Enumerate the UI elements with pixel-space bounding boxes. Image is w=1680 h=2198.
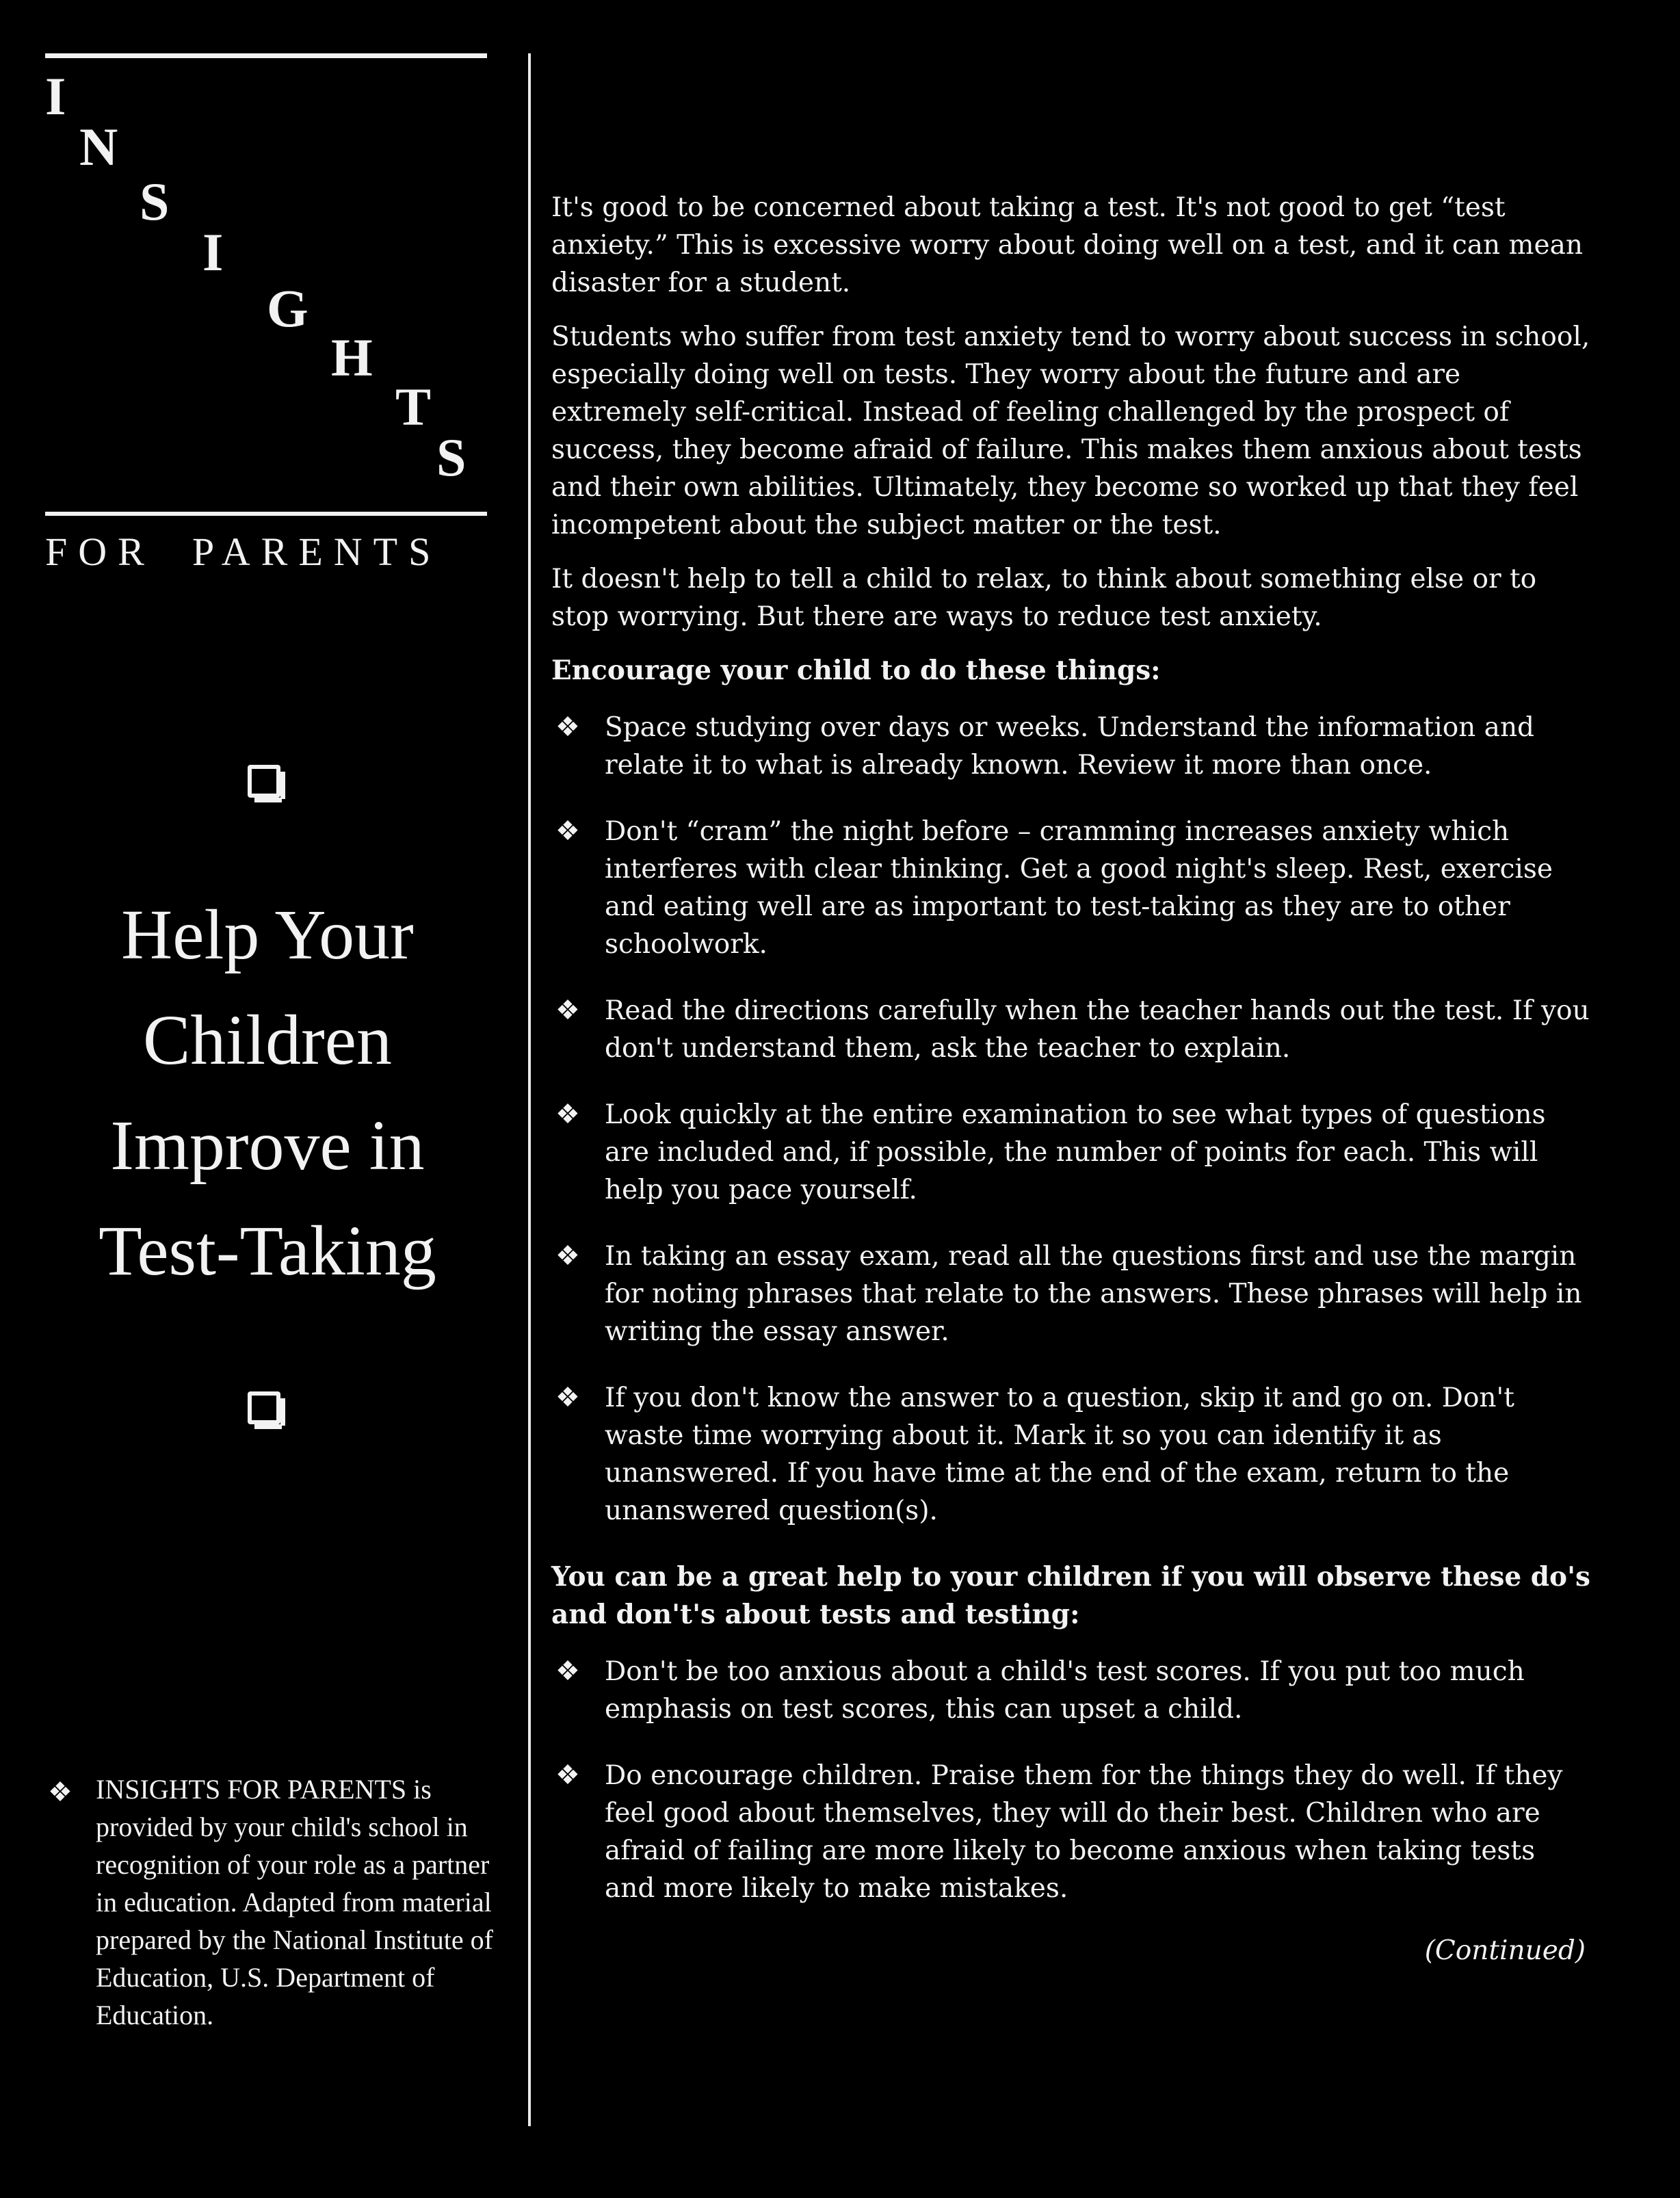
diamond-bullet-icon: ❖ — [555, 711, 580, 743]
section-heading: You can be a great help to your children if you will observe these do's and don't's about tests and testing: — [551, 1561, 1590, 1630]
masthead-letter: I — [45, 66, 66, 126]
checkbox-ornament-icon — [248, 1391, 280, 1424]
list-item — [551, 1379, 1591, 1530]
continued-note: (Continued) — [1424, 1935, 1586, 1966]
list-item-text: Do encourage children. Praise them for the things they do well. If they feel good about themselves, they will do their best. Children who are afraid of failing are more likely to become anxious when taking tests and more likely to make mistakes. — [605, 1760, 1563, 1904]
diamond-bullet-icon: ❖ — [48, 1777, 73, 1807]
article — [551, 189, 1591, 1970]
masthead-subtitle-for: FOR — [45, 529, 155, 574]
page-title-line: Help Your — [121, 895, 414, 974]
masthead-letter: T — [395, 377, 432, 436]
list-item-text: Space studying over days or weeks. Understand the information and relate it to what is already known. Review it more than once. — [605, 712, 1535, 781]
masthead-bottom-rule — [45, 512, 487, 516]
diamond-bullet-icon: ❖ — [555, 1099, 580, 1130]
list-item-text: Look quickly at the entire examination to see what types of questions are included and, if possible, the number of points for each. This will help you pace yourself. — [605, 1099, 1546, 1205]
masthead-letter: H — [331, 328, 373, 387]
list-item-text: Don't “cram” the night before – cramming increases anxiety which interferes with clear thinking. Get a good night's sleep. Rest, exercise and eating well are as important to test-taking as they are to other schoolwork. — [605, 816, 1553, 960]
list-item-text: In taking an essay exam, read all the questions first and use the margin for noting phrases that relate to the answers. These phrases will help in writing the essay answer. — [605, 1241, 1582, 1347]
list-item — [551, 1096, 1591, 1209]
list-item-text: If you don't know the answer to a question, skip it and go on. Don't waste time worrying about it. Mark it so you can identify it as unanswered. If you have time at the end of the exam, return to the unanswered question(s). — [605, 1383, 1514, 1526]
page-title — [45, 882, 490, 1304]
list-item-text: Read the directions carefully when the teacher hands out the test. If you don't understand them, ask the teacher to explain. — [605, 995, 1590, 1064]
masthead-subtitle-parents: PARENTS — [192, 529, 442, 574]
masthead-letter: G — [267, 278, 309, 338]
diamond-bullet-icon: ❖ — [555, 1382, 580, 1413]
masthead-top-rule — [45, 53, 487, 58]
page-title-line: Test-Taking — [99, 1212, 436, 1290]
diamond-bullet-icon: ❖ — [555, 815, 580, 847]
page-title-line: Children — [143, 1001, 392, 1080]
intro-paragraph: It's good to be concerned about taking a test. It's not good to get “test anxiety.” This is excessive worry about doing well on a test, and it can mean disaster for a student. — [551, 192, 1583, 298]
diamond-bullet-icon: ❖ — [555, 1240, 580, 1272]
list-item — [551, 992, 1591, 1067]
diamond-bullet-icon: ❖ — [555, 995, 580, 1026]
masthead-subtitle — [45, 529, 490, 574]
sidebar-note-text: INSIGHTS FOR PARENTS is provided by your child's school in recognition of your role as a partner in education. Adapted from material prepared by the National Institute of Education, U.S. Department of Education. — [96, 1774, 493, 2030]
masthead-letter: I — [202, 222, 224, 282]
list-item — [551, 709, 1591, 784]
list-item-text: Don't be too anxious about a child's test scores. If you put too much emphasis on test scores, this can upset a child. — [605, 1656, 1525, 1725]
masthead-letter: N — [79, 117, 118, 176]
diamond-bullet-icon: ❖ — [555, 1759, 580, 1791]
masthead-letter: S — [140, 172, 170, 231]
list-item — [551, 1238, 1591, 1350]
masthead-letter: S — [436, 428, 467, 487]
section-heading: Encourage your child to do these things: — [551, 655, 1161, 686]
intro-paragraph: It doesn't help to tell a child to relax, to think about something else or to stop worrying. But there are ways to reduce test anxiety. — [551, 564, 1537, 632]
page-title-line: Improve in — [110, 1106, 425, 1185]
list-item — [551, 1757, 1591, 1907]
list-item — [551, 813, 1591, 963]
sidebar-note — [48, 1770, 506, 2034]
column-divider — [528, 53, 531, 2126]
list-item — [551, 1653, 1591, 1728]
intro-paragraph: Students who suffer from test anxiety tend to worry about success in school, especially doing well on tests. They worry about the future and are extremely self-critical. Instead of feeling challenged by the prospect of success, they become afraid of failure. This makes them anxious about tests and their own abilities. Ultimately, they become so worked up that they feel incompetent about the subject matter or the test. — [551, 322, 1590, 540]
diamond-bullet-icon: ❖ — [555, 1656, 580, 1687]
checkbox-ornament-icon — [248, 765, 280, 798]
